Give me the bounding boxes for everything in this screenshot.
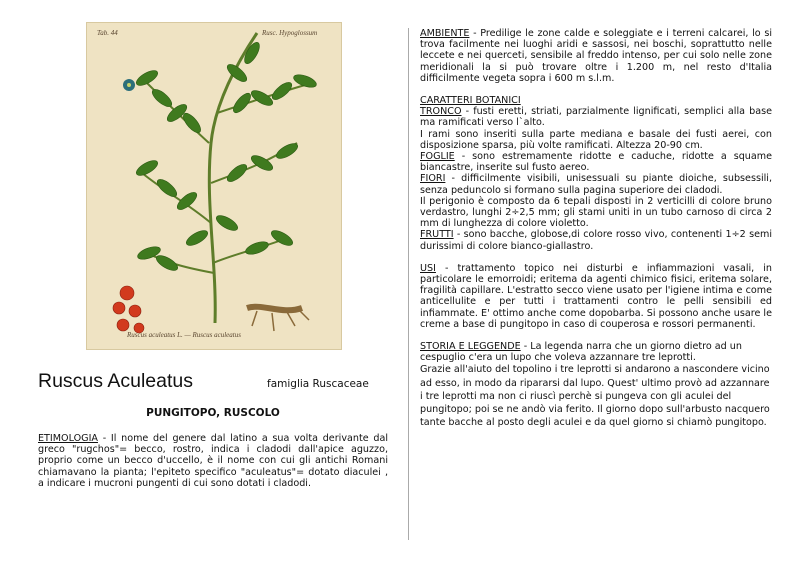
plant-family: famiglia Ruscaceae	[267, 378, 369, 390]
ambiente-heading: AMBIENTE	[420, 28, 470, 39]
frutti-text: - sono bacche, globose,di colore rosso vivo, contenenti 1÷2 semi durissimi di colore bianco-giallastro.	[420, 229, 772, 252]
storia-heading: STORIA E LEGGENDE	[420, 341, 521, 353]
usi-paragraph	[420, 263, 772, 330]
plate-label-top-left: Tab. 44	[97, 29, 118, 37]
ambiente-text: - Predilige le zone calde e soleggiate e i terreni calcarei, lo si trova facilmente nei luoghi aridi e sassosi, nei boschi, soprattutto nelle leccete e nei querceti, sensibile al freddo intenso, per cui solo nelle zone meridionali la si può trovare oltre i 1.200 m, nel resto d'Italia difficilmente vegeta sopra i 600 m s.l.m.	[420, 28, 772, 84]
storia-text: - La legenda narra che un giorno dietro ad un cespuglio c'era un lupo che voleva azzannare tre leprotti.	[420, 341, 742, 364]
right-column	[420, 28, 772, 430]
plate-caption: Ruscus aculeatus L. — Ruscus aculeatus	[127, 331, 241, 339]
frutti-heading: FRUTTI	[420, 229, 454, 241]
botanical-illustration	[86, 22, 342, 350]
frutti-paragraph	[420, 229, 772, 251]
caratteri-heading-line	[420, 95, 772, 106]
tronco-paragraph-2: I rami sono inseriti sulla parte mediana e basale dei fusti aerei, con disposizione sparsa, più volte ramificati. Altezza 20-90 cm.	[420, 128, 772, 151]
fiori-paragraph-2: Il perigonio è composto da 6 tepali disposti in 2 verticilli di colore bruno verdastro, lunghi 2÷2,5 mm; gli stami uniti in un tubo carnoso di circa 2 mm di lunghezza di colore violetto.	[420, 195, 772, 230]
foglie-paragraph	[420, 151, 772, 173]
storia-paragraph	[420, 341, 772, 363]
tronco-paragraph	[420, 106, 772, 128]
etymology-heading: ETIMOLOGIA	[38, 433, 98, 444]
foglie-heading: FOGLIE	[420, 151, 455, 163]
etymology-paragraph	[38, 433, 388, 489]
storia-paragraph-2: Grazie all'aiuto del topolino i tre leprotti si andarono a nascondere vicino ad esso, in modo da ripararsi dal lupo. Quest' ultimo provò ad azzannare i tre leprotti ma non ci riuscì perchè si pungeva con gli aculei del pungitopo; poi se ne andò via ferito. Il giorno dopo sull'arbusto nacquero tante bacche al posto degli aculei e da quel giorno si chiamò pungitopo.	[420, 364, 770, 429]
column-divider	[408, 28, 409, 540]
foglie-text: - sono estremamente ridotte e caduche, ridotte a squame biancastre, inserite sul fusto aereo.	[420, 151, 772, 174]
left-column	[38, 0, 388, 565]
usi-text: - trattamento topico nei disturbi e infiammazioni vasali, in particolare le emorroidi; eritema da agenti chimico fisici, eritema solare, fragilità capillare. L'estratto secco viene usato per l'igiene intima e come anticellulite e per tutti i trattamenti contro le pelli sensibili ed infiammate. E' ottimo anche come dopobarba. Si possono anche usare le creme a base di pungitopo in caso di couperosa e rossori permanenti.	[420, 262, 772, 330]
ambiente-paragraph	[420, 28, 772, 84]
tronco-text: - fusti eretti, striati, parzialmente lignificati, semplici alla base ma ramificati verso l`alto.	[420, 106, 772, 129]
usi-heading: USI	[420, 262, 436, 274]
common-names: PUNGITOPO, RUSCOLO	[146, 407, 280, 419]
plate-label-top-right: Rusc. Hypoglossum	[262, 29, 318, 37]
fiori-paragraph	[420, 173, 772, 195]
fiori-heading: FIORI	[420, 173, 446, 185]
caratteri-heading: CARATTERI BOTANICI	[420, 95, 521, 107]
fiori-text: - difficilmente visibili, unisessuali su piante dioiche, subsessili, senza peduncolo si formano sulla pagina superiore dei cladodi.	[420, 173, 772, 196]
etymology-text: - Il nome del genere dal latino a sua volta derivante dal greco "rugchos"= becco, rostro, indica i cladodi dall'apice aguzzo, proprio come un becco d'uccello, è il nome con cui gli antichi Romani chiamavano la pianta; l'epiteto specifico "aculeatus"= dotato diaculei , a indicare i mucroni pungenti di cui sono dotati i cladodi.	[38, 433, 388, 489]
plant-title: Ruscus Aculeatus	[38, 370, 194, 392]
tronco-heading: TRONCO	[420, 106, 462, 118]
ruscus-plant-drawing	[87, 23, 341, 349]
